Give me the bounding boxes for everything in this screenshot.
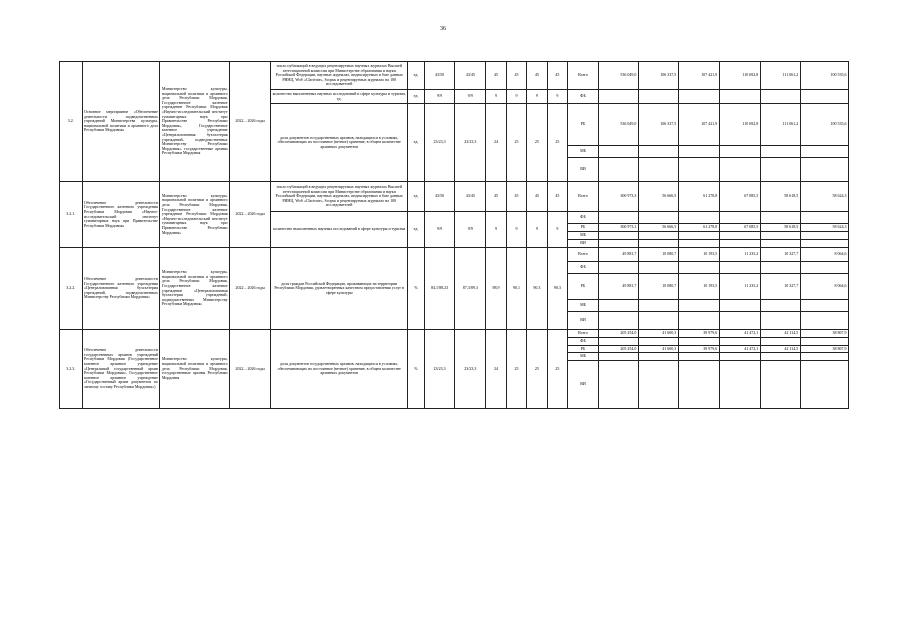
- funding-amount: 536 049,0: [598, 104, 638, 146]
- funding-amount: [638, 338, 678, 346]
- funding-amount: 58 624,3: [800, 182, 848, 212]
- funding-amount: 8 064,6: [800, 274, 848, 300]
- funding-amount: [760, 312, 800, 330]
- funding-source: ФБ: [568, 262, 599, 274]
- funding-amount: [760, 212, 800, 224]
- indicator-value: 45: [486, 182, 506, 212]
- funding-amount: 8 064,6: [800, 248, 848, 262]
- indicator-unit: ед.: [408, 104, 424, 182]
- activity-executor: Министерство культуры, национальной политики и архивного дела Республики Мордовия, Государственное казенное учреждение «Централизованная бухгалтерия учреждений, подведомственных Министерству Республики Мордовия»: [160, 248, 230, 330]
- indicator-value: 9/9: [424, 90, 455, 104]
- activity-executor: Министерство культуры, национальной политики и архивного дела Республики Мордовия, Государственное казенное учреждение Республики Мордовия «Научно-исследовательский институт гуманитарных наук при Правительстве Республики Мордовия»: [160, 182, 230, 248]
- funding-amount: [800, 312, 848, 330]
- indicator-value: 9/9: [455, 90, 486, 104]
- funding-amount: 111 061,2: [760, 104, 800, 146]
- funding-amount: 100 535,6: [800, 62, 848, 90]
- indicator-value: 24: [486, 330, 506, 409]
- funding-source: Всего: [568, 248, 599, 262]
- funding-amount: [719, 312, 760, 330]
- activity-name: Обеспечение деятельности государственных архивов учреждений Республики Мордовия (Государственное казенное архивное учреждение «Центральный государственный архив Республики Мордовия», Государственное казенное архивное учреждение «Государственный архив документов по личному составу Республики Мордовия»): [82, 330, 160, 409]
- funding-source: Всего: [568, 62, 599, 90]
- funding-amount: [760, 146, 800, 158]
- indicator-text: количество выполненных научных исследований в сфере культуры и туризма, ед.: [271, 90, 408, 104]
- funding-amount: [760, 240, 800, 248]
- indicator-value: 9: [547, 90, 567, 104]
- funding-amount: [678, 240, 719, 248]
- funding-amount: 300 973,3: [598, 224, 638, 232]
- indicator-value: 45: [506, 182, 526, 212]
- funding-amount: [638, 240, 678, 248]
- funding-amount: 111 061,2: [760, 62, 800, 90]
- funding-amount: [638, 360, 678, 408]
- indicator-value: 23/23,3: [455, 104, 486, 182]
- funding-amount: [760, 232, 800, 240]
- funding-amount: 67 085,5: [719, 224, 760, 232]
- activity-executor: Министерство культуры, национальной политики и архивного дела Республики Мордовия, государственные архивы Республики Мордовия: [160, 330, 230, 409]
- funding-amount: [678, 262, 719, 274]
- funding-amount: 100 535,6: [800, 104, 848, 146]
- funding-amount: [678, 146, 719, 158]
- funding-source: ФБ: [568, 90, 599, 104]
- funding-amount: 38 867,9: [800, 345, 848, 353]
- funding-amount: [800, 338, 848, 346]
- block-3-2-3-row: [60, 330, 849, 338]
- indicator-value: 43/45: [455, 62, 486, 90]
- funding-amount: 58 618,5: [760, 182, 800, 212]
- block-3-2-row: [60, 62, 849, 90]
- indicator-value: 84,1/88,23: [424, 248, 455, 330]
- funding-amount: 41 472,1: [719, 345, 760, 353]
- funding-amount: [760, 353, 800, 361]
- indicator-value: 45: [506, 62, 526, 90]
- indicator-value: 9: [486, 90, 506, 104]
- activity-term: 2022 – 2026 годы: [230, 62, 271, 182]
- funding-amount: 536 049,0: [598, 62, 638, 90]
- funding-amount: [800, 360, 848, 408]
- indicator-value: 24: [486, 104, 506, 182]
- funding-amount: 49 881,7: [598, 274, 638, 300]
- funding-amount: [719, 146, 760, 158]
- indicator-value: 43/50: [424, 182, 455, 212]
- funding-amount: [598, 146, 638, 158]
- indicator-text: доля граждан Российской Федерации, проживающих на территории Республики Мордовия, удовлетворенных качеством предоставления услуг в сфере культуры: [271, 248, 408, 330]
- funding-amount: 61 278,8: [678, 224, 719, 232]
- block-3-2-2-row: [60, 248, 849, 262]
- funding-amount: 41 472,1: [719, 330, 760, 338]
- funding-amount: 56 666,5: [638, 224, 678, 232]
- funding-source: РБ: [568, 224, 599, 232]
- funding-amount: 110 692,8: [719, 62, 760, 90]
- activity-number: 3.2.2.: [60, 248, 83, 330]
- funding-amount: 11 235,2: [719, 248, 760, 262]
- funding-amount: [638, 146, 678, 158]
- funding-amount: 205 254,0: [598, 330, 638, 338]
- funding-amount: [678, 212, 719, 224]
- funding-amount: [719, 232, 760, 240]
- funding-amount: [638, 158, 678, 182]
- funding-amount: 61 278,8: [678, 182, 719, 212]
- funding-amount: [598, 232, 638, 240]
- indicator-value: 9/9: [424, 212, 455, 248]
- funding-amount: 49 881,7: [598, 248, 638, 262]
- funding-amount: [800, 262, 848, 274]
- funding-amount: 41 600,3: [638, 345, 678, 353]
- indicator-value: 25: [506, 104, 526, 182]
- indicator-unit: %: [408, 330, 424, 409]
- funding-amount: [760, 90, 800, 104]
- indicator-value: 45: [547, 182, 567, 212]
- indicator-value: 45: [527, 182, 547, 212]
- funding-source: МБ: [568, 353, 599, 361]
- indicator-unit: ед.: [408, 62, 424, 90]
- funding-source: Всего: [568, 182, 599, 212]
- indicator-text: число публикаций в ведущих рецензируемых научных журналах Высшей аттестационной комиссии при Министерстве образования и науки Российской Федерации, научных журналах, индексируемых в базе данных РИНЦ, WoS «Clarivate», Scopus и рецензируемых журналах на 100 исследователей: [271, 62, 408, 90]
- funding-amount: [760, 338, 800, 346]
- funding-amount: [678, 360, 719, 408]
- funding-source: ВИ: [568, 158, 599, 182]
- funding-amount: [719, 262, 760, 274]
- indicator-value: 25: [527, 330, 547, 409]
- funding-source: МБ: [568, 232, 599, 240]
- funding-amount: [760, 158, 800, 182]
- funding-amount: 10 193,5: [678, 248, 719, 262]
- funding-amount: [598, 240, 638, 248]
- indicator-value: 87,3/89,3: [455, 248, 486, 330]
- funding-amount: 10 080,7: [638, 274, 678, 300]
- indicator-value: 25: [547, 104, 567, 182]
- funding-source: ВИ: [568, 240, 599, 248]
- indicator-value: 90,3: [547, 248, 567, 330]
- funding-amount: 38 867,9: [800, 330, 848, 338]
- funding-amount: [598, 338, 638, 346]
- funding-amount: 10 080,7: [638, 248, 678, 262]
- activity-term: 2022 – 2026 годы: [230, 182, 271, 248]
- funding-amount: [719, 300, 760, 312]
- funding-amount: [598, 300, 638, 312]
- funding-amount: [638, 232, 678, 240]
- funding-amount: 39 979,6: [678, 330, 719, 338]
- activity-executor: Министерство культуры, национальной политики и архивного дела Республики Мордовия, Государственное казенное учреждение Республики Мордовия «Научно-исследовательский институт гуманитарных наук при Правительстве Республики Мордовия», Государственное казенное учреждение «Централизованная бухгалтерия учреждений, подведомственных Министерству Республики Мордовия», государственные архивы Республики Мордовия: [160, 62, 230, 182]
- indicator-value: 88,9: [486, 248, 506, 330]
- funding-amount: [678, 300, 719, 312]
- indicator-value: 23/23,3: [455, 330, 486, 409]
- funding-amount: 10 193,5: [678, 274, 719, 300]
- indicator-value: 45: [547, 62, 567, 90]
- funding-source: Всего: [568, 330, 599, 338]
- funding-amount: 205 254,0: [598, 345, 638, 353]
- table-body: [60, 62, 849, 409]
- funding-amount: [638, 90, 678, 104]
- funding-amount: [598, 360, 638, 408]
- indicator-value: 45: [527, 62, 547, 90]
- program-activities-table: [59, 61, 849, 409]
- funding-amount: 42 114,5: [760, 330, 800, 338]
- activity-name: Обеспечение деятельности Государственного казенного учреждения Республики Мордовия «Научно-исследовательский институт гуманитарных наук при Правительстве Республики Мордовия»: [82, 182, 160, 248]
- page-number: 36: [440, 26, 446, 32]
- funding-amount: [598, 353, 638, 361]
- activity-name: Обеспечение деятельности Государственного казенного учреждения «Централизованная бухгалтерия учреждений, подведомственных Министерству Республики Мордовия»: [82, 248, 160, 330]
- funding-amount: 107 421,9: [678, 104, 719, 146]
- funding-amount: [638, 300, 678, 312]
- activity-term: 2022 – 2026 годы: [230, 330, 271, 409]
- funding-amount: [719, 90, 760, 104]
- funding-amount: 67 085,5: [719, 182, 760, 212]
- funding-amount: [598, 312, 638, 330]
- funding-amount: 42 114,5: [760, 345, 800, 353]
- indicator-text: доля документов государственных архивов, находящихся в условиях, обеспечивающих их постоянное (вечное) хранение, в общем количестве архивных документов: [271, 104, 408, 182]
- funding-amount: [598, 262, 638, 274]
- funding-amount: 58 624,3: [800, 224, 848, 232]
- activity-term: 2022 – 2026 годы: [230, 248, 271, 330]
- funding-amount: [678, 353, 719, 361]
- funding-amount: 39 979,6: [678, 345, 719, 353]
- funding-source: ВИ: [568, 312, 599, 330]
- funding-amount: [598, 90, 638, 104]
- funding-amount: [800, 240, 848, 248]
- funding-amount: [638, 353, 678, 361]
- activity-number: 3.2.3.: [60, 330, 83, 409]
- funding-amount: [598, 212, 638, 224]
- funding-amount: 58 618,5: [760, 224, 800, 232]
- indicator-value: 9: [486, 212, 506, 248]
- funding-amount: 300 973,3: [598, 182, 638, 212]
- funding-amount: [719, 212, 760, 224]
- funding-amount: [638, 262, 678, 274]
- funding-amount: [678, 90, 719, 104]
- indicator-unit: %: [408, 248, 424, 330]
- funding-amount: 106 337,5: [638, 62, 678, 90]
- funding-amount: [800, 300, 848, 312]
- indicator-value: 23/23,3: [424, 104, 455, 182]
- funding-amount: [760, 360, 800, 408]
- funding-amount: [678, 232, 719, 240]
- indicator-value: 9: [527, 90, 547, 104]
- funding-amount: [719, 353, 760, 361]
- funding-source: ФБ: [568, 338, 599, 346]
- funding-amount: [638, 212, 678, 224]
- indicator-value: 43/50: [424, 62, 455, 90]
- funding-amount: [800, 158, 848, 182]
- funding-amount: [638, 312, 678, 330]
- funding-amount: [800, 90, 848, 104]
- funding-source: МБ: [568, 300, 599, 312]
- funding-amount: [719, 360, 760, 408]
- funding-amount: 10 327,7: [760, 248, 800, 262]
- block-3-2-1-row: [60, 182, 849, 212]
- funding-amount: [800, 212, 848, 224]
- funding-amount: [719, 158, 760, 182]
- funding-source: ВИ: [568, 360, 599, 408]
- indicator-value: 9: [547, 212, 567, 248]
- activity-number: 3.2.: [60, 62, 83, 182]
- indicator-value: 25: [547, 330, 567, 409]
- indicator-unit: ед.: [408, 182, 424, 212]
- funding-amount: 11 235,2: [719, 274, 760, 300]
- activity-number: 3.2.1.: [60, 182, 83, 248]
- funding-amount: [678, 338, 719, 346]
- funding-source: МБ: [568, 146, 599, 158]
- funding-amount: [760, 262, 800, 274]
- indicator-text: доля документов государственных архивов, находящихся в условиях, обеспечивающих их постоянное (вечное) хранение, в общем количестве архивных документов: [271, 330, 408, 409]
- indicator-text: количество выполненных научных исследований в сфере культуры и туризма: [271, 212, 408, 248]
- indicator-value: 25: [527, 104, 547, 182]
- funding-amount: 106 337,5: [638, 104, 678, 146]
- funding-amount: 107 421,9: [678, 62, 719, 90]
- indicator-value: 25: [506, 330, 526, 409]
- indicator-value: 43/45: [455, 182, 486, 212]
- funding-amount: [719, 240, 760, 248]
- indicator-value: 90,3: [527, 248, 547, 330]
- funding-amount: [800, 353, 848, 361]
- funding-source: РБ: [568, 104, 599, 146]
- indicator-value: 90,1: [506, 248, 526, 330]
- funding-source: ФБ: [568, 212, 599, 224]
- funding-amount: [598, 158, 638, 182]
- funding-amount: 41 600,3: [638, 330, 678, 338]
- indicator-unit: ед.: [408, 212, 424, 248]
- funding-amount: [719, 338, 760, 346]
- indicator-text: число публикаций в ведущих рецензируемых научных журналах Высшей аттестационной комиссии при Министерстве образования и науки Российской Федерации, научных журналах, индексируемых в базе данных РИНЦ, WoS «Clarivate», Scopus и рецензируемых журналах на 100 исследователей: [271, 182, 408, 212]
- funding-amount: [678, 158, 719, 182]
- indicator-unit: ед.: [408, 90, 424, 104]
- indicator-value: 9: [506, 90, 526, 104]
- funding-amount: 56 666,5: [638, 182, 678, 212]
- indicator-value: 9: [527, 212, 547, 248]
- funding-amount: 10 327,7: [760, 274, 800, 300]
- funding-amount: [800, 146, 848, 158]
- funding-amount: [800, 232, 848, 240]
- funding-source: РБ: [568, 345, 599, 353]
- funding-source: РБ: [568, 274, 599, 300]
- indicator-value: 45: [486, 62, 506, 90]
- funding-amount: [760, 300, 800, 312]
- indicator-value: 9: [506, 212, 526, 248]
- activity-name: Основное мероприятие «Обеспечение деятельности подведомственных учреждений Министерства культуры, национальной политики и архивного дела Республики Мордовия»: [82, 62, 160, 182]
- funding-amount: 110 692,8: [719, 104, 760, 146]
- indicator-value: 23/23,3: [424, 330, 455, 409]
- indicator-value: 9/9: [455, 212, 486, 248]
- funding-amount: [678, 312, 719, 330]
